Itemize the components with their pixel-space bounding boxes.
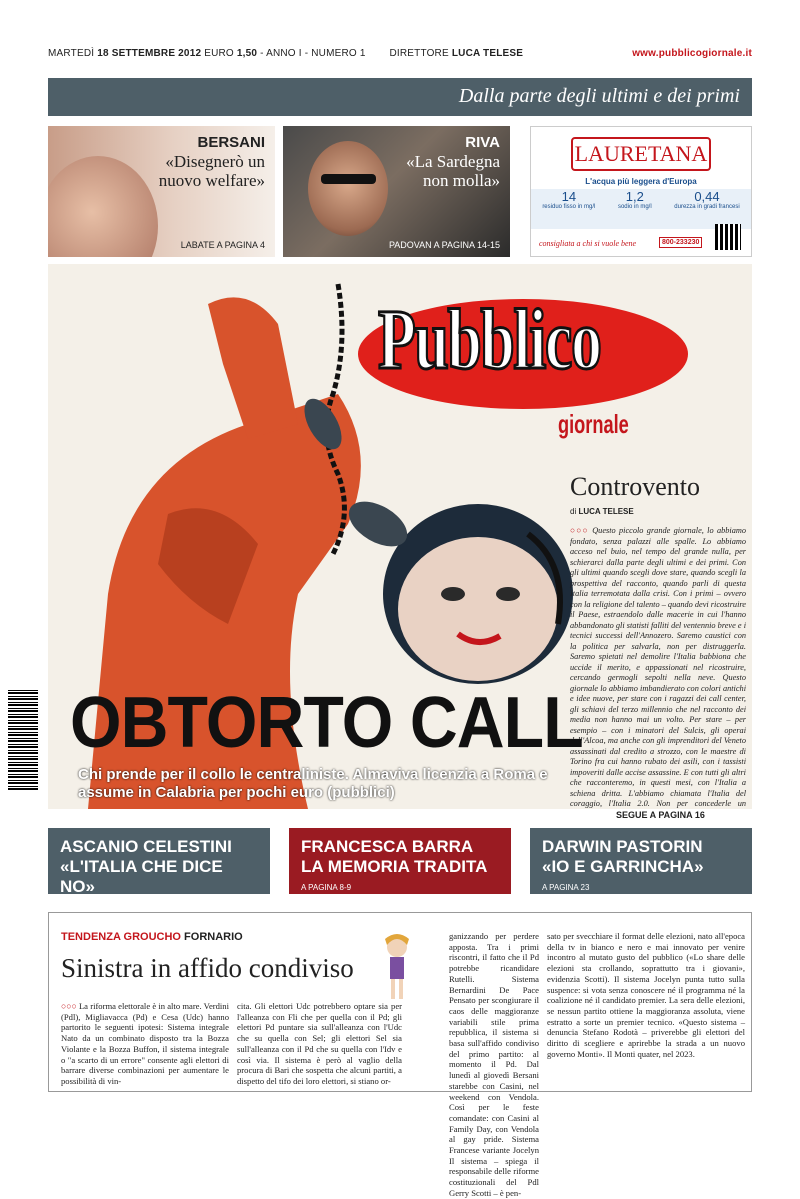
qr-code-icon <box>715 224 741 250</box>
promo-ref: A PAGINA 23 <box>542 883 590 892</box>
teaser-quote: «Disegnerò un nuovo welfare» <box>158 152 265 190</box>
teaser-bersani[interactable] <box>48 126 275 257</box>
ad-footer: consigliata a chi si vuole bene <box>539 239 637 248</box>
price: 1,50 <box>236 48 258 59</box>
promo-box-celestini[interactable] <box>48 828 270 912</box>
main-subheadline: Chi prende per il collo le centraliniste. Almaviva licenzia a Roma e assume in Calabria per pochi euro (pubblici) <box>78 766 548 801</box>
masthead-logo: Pubblico <box>378 291 601 387</box>
teaser-riva[interactable] <box>283 126 510 257</box>
ad-stat: 0,44 durezza in gradi francesi <box>674 189 740 210</box>
sunglasses-icon <box>321 174 376 184</box>
promo-ref: A PAGINA 8-9 <box>301 883 352 892</box>
slogan: Dalla parte degli ultimi e dei primi <box>458 85 740 107</box>
director-label: DIRETTORE <box>389 48 449 59</box>
column-text-3: ganizzando per perdere apposta. Tra i primi riscontri, il fatto che il Pd potrebbe ricandidare Rutelli. Sistema Bernardini De Pace Pensato per scongiurare il caos delle maggioranze variabili stile prima repubblica, il sistema si basa sull'affido condiviso del primo partito: al momento il Pd. Dal lunedì al giovedì Bersani starebbe con Casini, nel weekend con Vendola. Così per le feste comandate: con Casini al Family Day, con Vendola al gay pride. Sistema Francese variante Jocelyn Il sistema – spiega il responsabile delle riforme costituzionali del Pdl Gerry Scotti – è pen- <box>449 931 539 1198</box>
date-line <box>48 48 752 59</box>
slogan-bar <box>48 78 752 116</box>
teaser-quote: «La Sardegna non molla» <box>406 152 500 190</box>
ad-tagline: L'acqua più leggera d'Europa <box>585 177 697 186</box>
lauretana-ad[interactable] <box>530 126 752 257</box>
ad-stat: 14 residuo fisso in mg/l <box>542 189 596 210</box>
promo-title: LA MEMORIA TRADITA <box>301 857 488 876</box>
price-label: EURO <box>204 48 234 59</box>
issue-date: 18 SETTEMBRE 2012 <box>97 48 202 59</box>
masthead-subtitle: giornale <box>558 409 629 439</box>
promo-title: «IO E GARRINCHA» <box>542 857 704 876</box>
teaser-name: BERSANI <box>197 134 265 151</box>
teaser-ref: LABATE A PAGINA 4 <box>180 240 265 250</box>
editorial-body: ○○○ Questo piccolo grande giornale, lo abbiamo fondato, senza palazzi alle spalle. Lo abbiamo acceso nel buio, nel tempo del grande nulla, per schierarci dalla parte degli ultimi e dei primi. Con gli ultimi quando scegli dove stare, quando scegli la prospettiva del racconto, quando parli di questa Italia terremotata dalla crisi. Con i primi – ovvero con la religione del talento – quando devi ricostruire il Paese, estraendolo dalle macerie in cui l'hanno abbandonato gli statisti falliti del ventennio breve e i tecnici successi dell'Annozero. Saremo caustici con la politica per salvarla, non per distruggerla. Saremo spietati nel demolire l'Italia babbiona che uccide il merito, e appassionati nel ricostruire, cercando germogli sepolti nella neve. Questo giornale lo abbiamo imbandierato con colori antichi e idee nuove, per stare con i ragazzi dei call center, gli schiavi del terzo millennio che nel racconto dei media non hanno mai un volto. Per stare – per esempio – con i minatori del Sulcis, gli operai dell'Alcoa, ma anche con gli imprenditori del Veneto assassinati dal credito a strozzo, con le maestre di Torino fra cui hanno rubato dei asili, con i tassisti impoveriti dalle accise assassine. E con tutti gli altri che racconteremo, in questi mesi, con l'Italia a schiena dritta. L'abbiamo chiamata l'Italia del coraggio, l'Italia 2.0. Non per concederle un <box>570 526 747 808</box>
continued-on-page[interactable]: SEGUE A PAGINA 16 <box>616 810 705 820</box>
column-text-4: sato per svecchiare il format delle elezioni, nato all'epoca della tv in bianco e nero e mai innovato per venire incontro al mutato gusto del pubblico («Lo share delle elezioni sta crollando, soprattutto tra i giovani», evidenzia Scotti). Il sistema Jocelyn punta tutto sulla suspence: si vota senza conoscere né il programma né la coalizione né il candidato premier. La sera delle elezioni, se nessun partito ottiene la maggioranza assoluta, viene estratto a sorte un premier tecnico. «Questo sistema – denuncia Stefano Rodotà – priverebbe gli elettori del diritto di scegliere e aprirebbe la strada a un nuovo governo Monti». Il Monti quater, nel 2023. <box>547 931 745 1059</box>
promo-author: ASCANIO CELESTINI <box>60 837 232 856</box>
bullet-dots-icon: ○○○ <box>570 526 593 535</box>
ad-brand-logo: LAURETANA <box>571 137 711 171</box>
promo-box-pastorin[interactable] <box>530 828 752 894</box>
promo-author: DARWIN PASTORIN <box>542 837 703 856</box>
promo-author: FRANCESCA BARRA <box>301 837 474 856</box>
editorial-byline: di LUCA TELESE <box>570 507 634 516</box>
column-text-1: ○○○ La riforma elettorale è in alto mare. Verdini (Pdl), Migliavacca (Pd) e Cesa (Udc) hanno partorito le seguenti ipotesi: Sistema integrale Nato da un combinato disposto tra la Bozza Violante e la Bozza Buffon, il sistema integrale o "a scarto di un errore" consente agli elettori di barrare diverse combinazioni per aumentare le possibilità di vin- <box>61 1001 229 1086</box>
portrait-photo <box>308 141 388 236</box>
groucho-column <box>48 912 752 1198</box>
ad-stat: 1,2 sodio in mg/l <box>617 189 652 210</box>
website-link[interactable]: www.pubblicogiornale.it <box>632 48 752 59</box>
promo-title: «L'ITALIA CHE DICE NO» <box>60 857 223 896</box>
weekday: MARTEDÌ <box>48 48 95 59</box>
column-kicker: TENDENZA GROUCHO FORNARIO <box>61 931 243 943</box>
edition-info <box>48 48 523 59</box>
issue-number: - ANNO I - NUMERO 1 <box>260 48 366 59</box>
teaser-name: RIVA <box>465 134 500 151</box>
main-headline[interactable]: OBTORTO CALL <box>70 683 583 763</box>
ad-phone: 800-233230 <box>659 237 702 248</box>
cover-story <box>48 264 752 809</box>
barcode-icon <box>8 690 38 790</box>
promo-ref: A PAGINA 12-13 <box>60 903 119 912</box>
column-title[interactable]: Sinistra in affido condiviso <box>61 953 354 983</box>
promo-box-barra[interactable] <box>289 828 511 894</box>
column-text-2: cita. Gli elettori Udc potrebbero optare sia per l'alleanza con Fli che per quella con il Pd; gli elettori Pd puntare sia sull'alleanza con l'Udc che su quella con Sel; gli elettori Sel sia sull'alleanza con il Pd che su quella con l'Idv e così via. Il sistema è però al vaglio della procura di Bari che sospetta che alcuni partiti, a dispetto del tifo dei loro elettori, si stiano or- <box>237 1001 402 1086</box>
teaser-ref: PADOVAN A PAGINA 14-15 <box>388 240 500 250</box>
ad-stats <box>531 189 751 229</box>
director-name: LUCA TELESE <box>451 48 524 59</box>
editorial-title: Controvento <box>570 472 700 501</box>
side-strip <box>8 380 42 820</box>
bullet-dots-icon: ○○○ <box>61 1001 79 1011</box>
